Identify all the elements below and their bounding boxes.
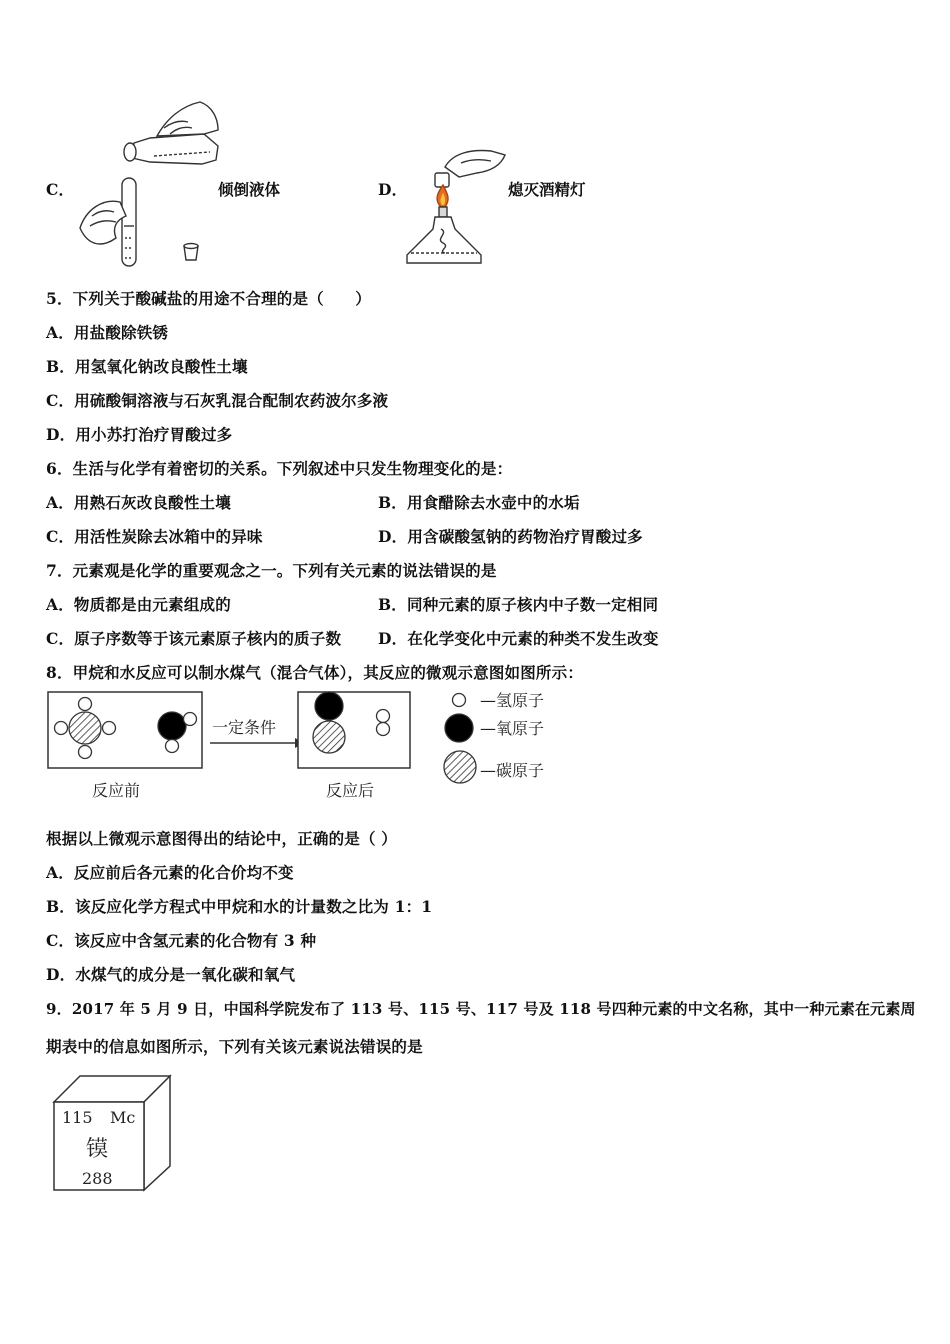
reaction-microscopic-diagram (40, 686, 580, 806)
pouring-liquid-illustration (72, 98, 222, 273)
q6-option-d: D．用含碳酸氢钠的药物治疗胃酸过多 (378, 527, 643, 546)
q7-option-c: C．原子序数等于该元素原子核内的质子数 (46, 629, 342, 648)
q4-option-d-caption: 熄灭酒精灯 (508, 180, 586, 199)
q5-option-a: A．用盐酸除铁锈 (46, 323, 169, 342)
legend-hydrogen-symbol (453, 694, 466, 707)
q8-option-c: C．该反应中含氢元素的化合物有 3 种 (46, 931, 317, 950)
q9-stem-line2: 期表中的信息如图所示，下列有关该元素说法错误的是 (46, 1037, 423, 1056)
q4-option-c-caption: 倾倒液体 (218, 180, 281, 199)
q7-option-b: B．同种元素的原子核内中子数一定相同 (378, 595, 659, 614)
extinguishing-alcohol-lamp-illustration (405, 145, 515, 273)
legend-oxygen-symbol (445, 714, 473, 742)
q6-option-b: B．用食醋除去水壶中的水垢 (378, 493, 580, 512)
element-name: 镆 (86, 1137, 109, 1162)
q7-option-d: D．在化学变化中元素的种类不发生改变 (378, 629, 659, 648)
q4-option-d-label: D． (378, 180, 408, 199)
element-atomic-number: 115 (62, 1108, 93, 1127)
q7-stem: 7．元素观是化学的重要观念之一。下列有关元素的说法错误的是 (46, 561, 497, 580)
q8-option-d: D．水煤气的成分是一氧化碳和氧气 (46, 965, 296, 984)
q9-stem-line1: 9．2017 年 5 月 9 日，中国科学院发布了 113 号、115 号、117 号及 118 号四种元素的中文名称，其中一种元素在元素周 (46, 1000, 916, 1018)
q6-stem: 6．生活与化学有着密切的关系。下列叙述中只发生物理变化的是： (46, 459, 513, 478)
q8-stem: 8．甲烷和水反应可以制水煤气（混合气体），其反应的微观示意图如图所示： (46, 663, 584, 682)
q6-option-a: A．用熟石灰改良酸性土壤 (46, 493, 231, 512)
q7-option-a: A．物质都是由元素组成的 (46, 595, 231, 614)
element-card-mc (50, 1070, 180, 1195)
q5-stem: 5．下列关于酸碱盐的用途不合理的是（ ） (46, 289, 371, 308)
q5-option-d: D．用小苏打治疗胃酸过多 (46, 425, 233, 444)
after-label: 反应后 (326, 781, 375, 800)
q5-option-c: C．用硫酸铜溶液与石灰乳混合配制农药波尔多液 (46, 391, 389, 410)
q5-option-b: B．用氢氧化钠改良酸性土壤 (46, 357, 248, 376)
legend-oxygen: —氧原子 (480, 719, 545, 738)
legend-hydrogen: —氢原子 (480, 691, 545, 710)
reaction-condition: 一定条件 (212, 718, 277, 737)
q6-option-c: C．用活性炭除去冰箱中的异味 (46, 527, 263, 546)
legend-carbon-symbol (444, 751, 476, 783)
element-symbol: Mc (110, 1108, 136, 1127)
q8-option-b: B．该反应化学方程式中甲烷和水的计量数之比为 1：1 (46, 897, 433, 916)
q4-option-c-label: C． (46, 180, 75, 199)
before-label: 反应前 (92, 781, 141, 800)
q8-question: 根据以上微观示意图得出的结论中，正确的是（ ） (46, 829, 397, 848)
q8-option-a: A．反应前后各元素的化合价均不变 (46, 863, 294, 882)
legend-carbon: —碳原子 (480, 761, 545, 780)
element-atomic-mass: 288 (82, 1169, 113, 1188)
